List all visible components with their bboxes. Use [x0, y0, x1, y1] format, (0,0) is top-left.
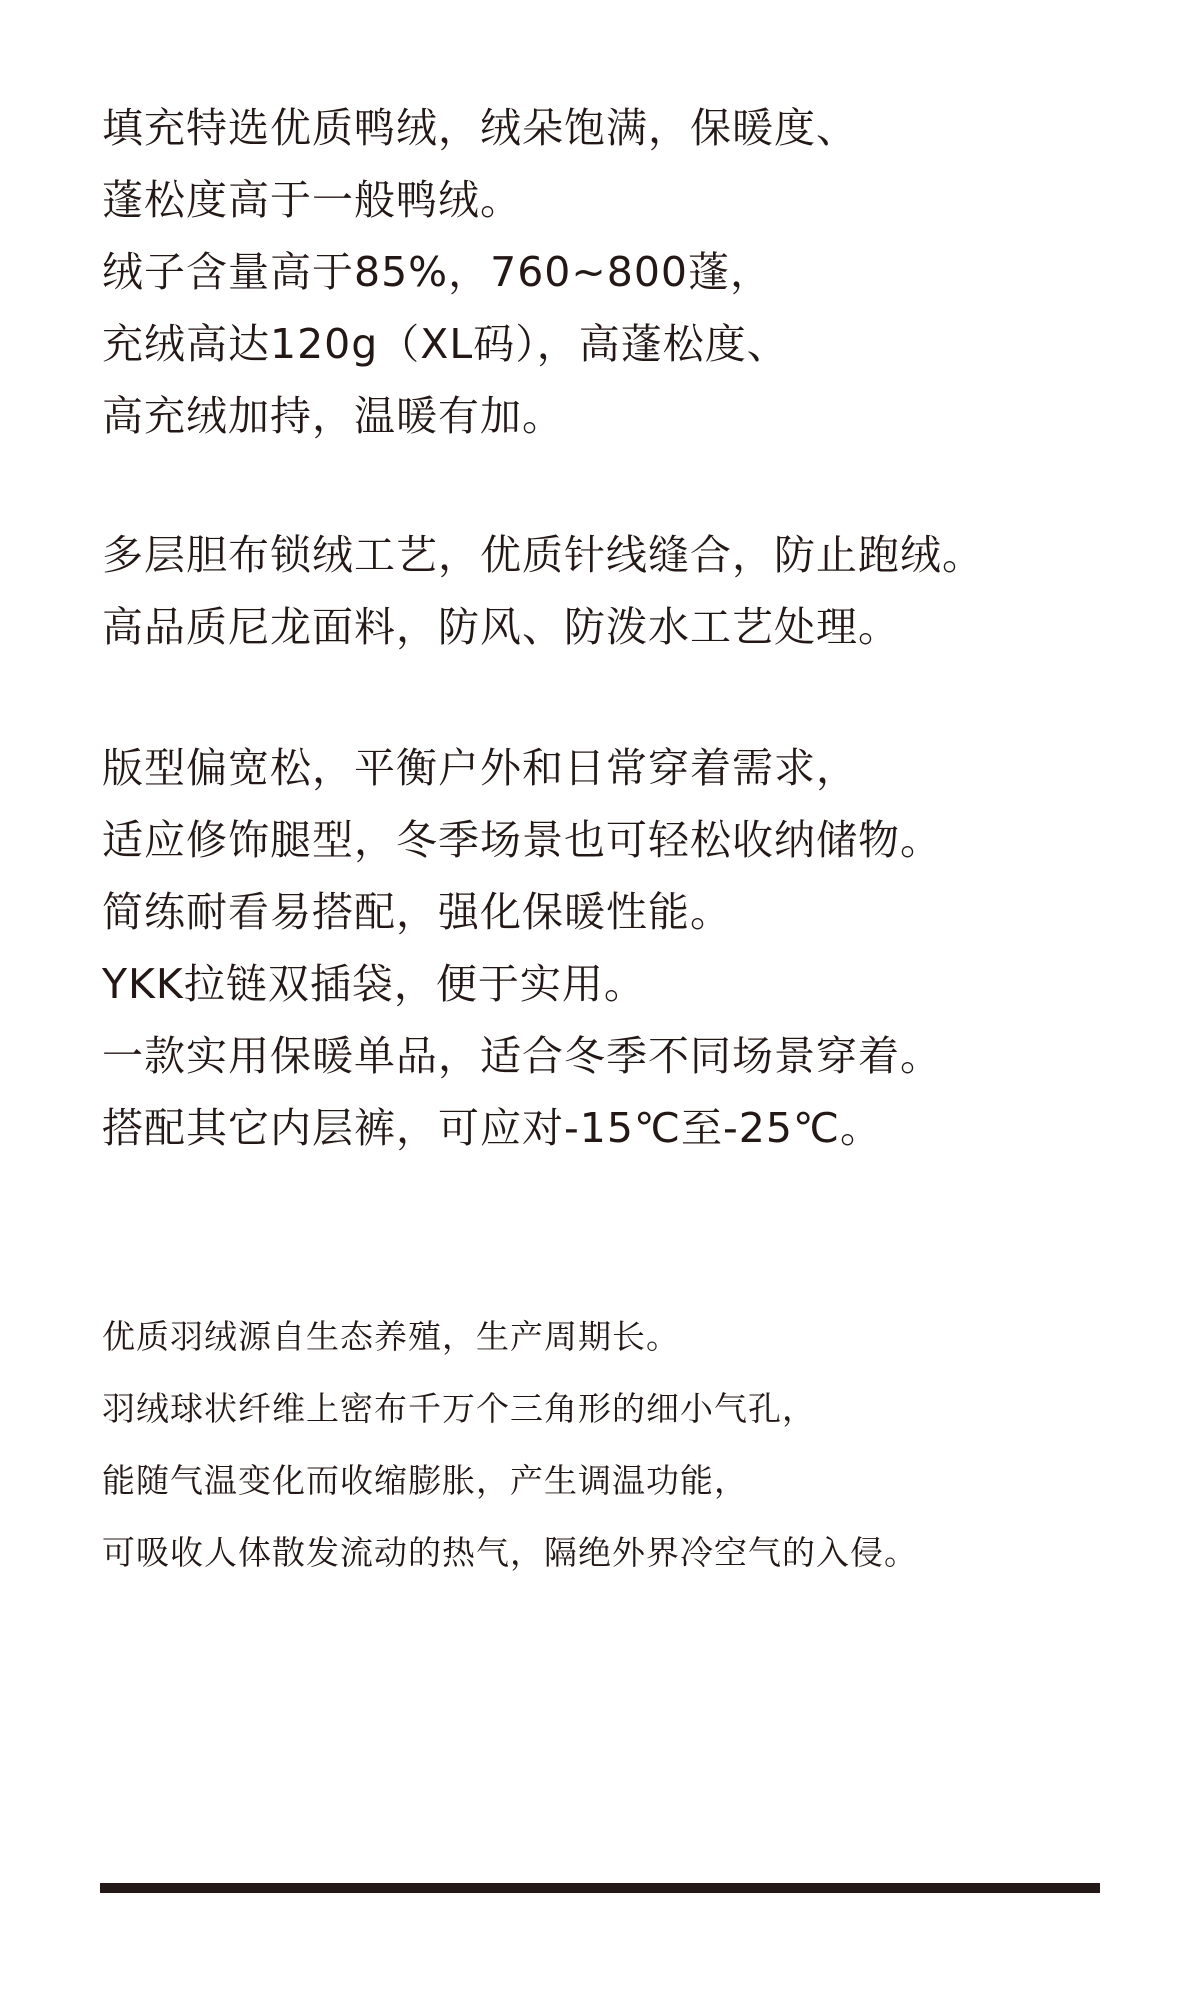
text-line: 蓬松度高于一般鸭绒。 — [102, 176, 522, 224]
text-line: 适应修饰腿型，冬季场景也可轻松收纳储物。 — [102, 816, 942, 864]
text-line: YKK拉链双插袋，便于实用。 — [102, 960, 646, 1008]
text-line: 能随气温变化而收缩膨胀，产生调温功能， — [102, 1461, 748, 1500]
text-line: 可吸收人体散发流动的热气，隔绝外界冷空气的入侵。 — [102, 1533, 918, 1572]
text-line: 优质羽绒源自生态养殖，生产周期长。 — [102, 1317, 680, 1356]
text-line: 版型偏宽松，平衡户外和日常穿着需求， — [102, 744, 858, 792]
paragraph-down-origin — [102, 1301, 1182, 1589]
paragraph-fit-and-wear — [102, 732, 1182, 1164]
text-line: 绒子含量高于85%，760~800蓬， — [102, 248, 772, 296]
text-line: 一款实用保暖单品，适合冬季不同场景穿着。 — [102, 1032, 942, 1080]
text-line: 简练耐看易搭配，强化保暖性能。 — [102, 888, 732, 936]
text-line: 高充绒加持，温暖有加。 — [102, 392, 564, 440]
text-line: 高品质尼龙面料，防风、防泼水工艺处理。 — [102, 603, 900, 651]
text-line: 羽绒球状纤维上密布千万个三角形的细小气孔， — [102, 1389, 816, 1428]
text-line: 多层胆布锁绒工艺，优质针线缝合，防止跑绒。 — [102, 531, 984, 579]
bottom-divider — [100, 1883, 1100, 1893]
paragraph-fabric-craft — [102, 519, 1182, 663]
paragraph-down-filling — [102, 92, 1182, 452]
text-line: 填充特选优质鸭绒，绒朵饱满，保暖度、 — [102, 104, 858, 152]
text-line: 充绒高达120g（XL码），高蓬松度、 — [102, 320, 789, 368]
text-line: 搭配其它内层裤，可应对-15℃至-25℃。 — [102, 1104, 883, 1152]
